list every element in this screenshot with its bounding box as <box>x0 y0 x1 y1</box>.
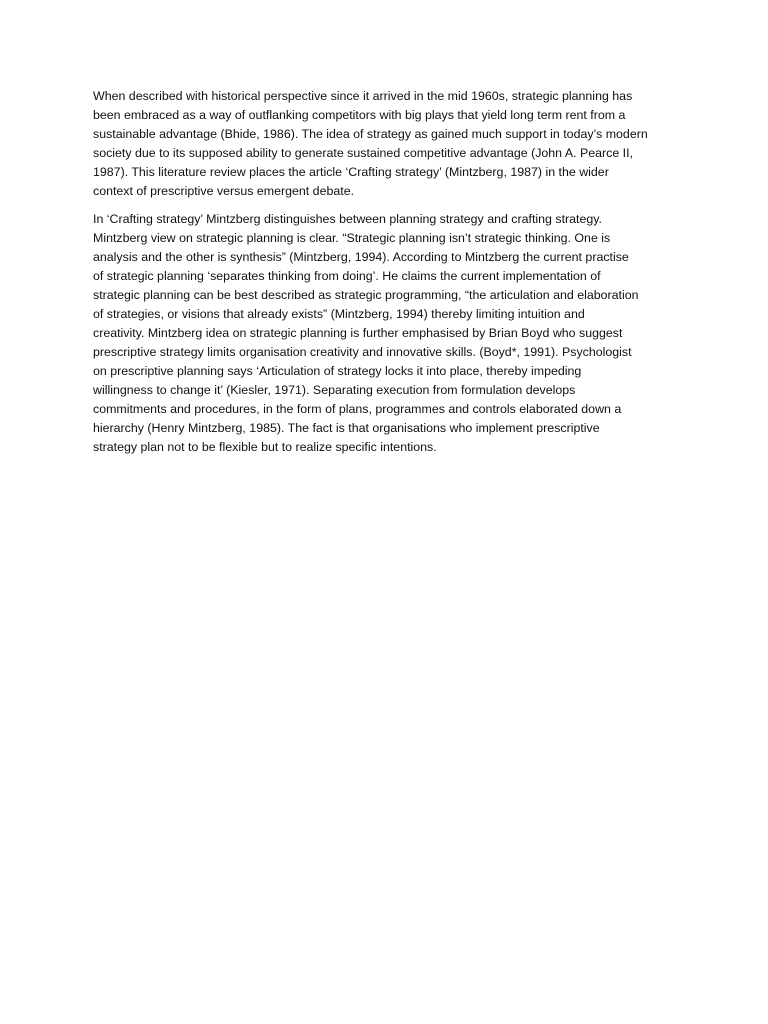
paragraph-line: commitments and procedures, in the form of plans, programmes and controls elaborated down a <box>93 402 622 416</box>
paragraph-line: context of prescriptive versus emergent debate. <box>93 184 355 198</box>
paragraph-line: society due to its supposed ability to generate sustained competitive advantage (John A. Pearce II, <box>93 146 634 160</box>
paragraph-line: analysis and the other is synthesis” (Mintzberg, 1994). According to Mintzberg the current practise <box>93 250 629 264</box>
paragraph-line: sustainable advantage (Bhide, 1986). The idea of strategy as gained much support in today’s modern <box>93 127 648 141</box>
document-body <box>93 87 683 466</box>
paragraph-line: willingness to change it’ (Kiesler, 1971). Separating execution from formulation develops <box>93 383 576 397</box>
paragraph-line: When described with historical perspective since it arrived in the mid 1960s, strategic planning has <box>93 89 633 103</box>
paragraph-line: creativity. Mintzberg idea on strategic planning is further emphasised by Brian Boyd who suggest <box>93 326 623 340</box>
paragraph-line: In ‘Crafting strategy’ Mintzberg distinguishes between planning strategy and crafting strategy. <box>93 212 602 226</box>
paragraph-1 <box>93 87 683 201</box>
paragraph-line: strategic planning can be best described as strategic programming, “the articulation and elaboration <box>93 288 639 302</box>
paragraph-line: of strategic planning ‘separates thinking from doing’. He claims the current implementation of <box>93 269 601 283</box>
paragraph-2 <box>93 210 683 457</box>
paragraph-line: of strategies, or visions that already exists” (Mintzberg, 1994) thereby limiting intuition and <box>93 307 585 321</box>
paragraph-line: hierarchy (Henry Mintzberg, 1985). The fact is that organisations who implement prescriptive <box>93 421 600 435</box>
paragraph-line: prescriptive strategy limits organisation creativity and innovative skills. (Boyd*, 1991). Psychologist <box>93 345 632 359</box>
paragraph-line: 1987). This literature review places the article ‘Crafting strategy’ (Mintzberg, 1987) in the wider <box>93 165 609 179</box>
paragraph-line: Mintzberg view on strategic planning is clear. “Strategic planning isn’t strategic thinking. One is <box>93 231 611 245</box>
paragraph-line: been embraced as a way of outflanking competitors with big plays that yield long term rent from a <box>93 108 626 122</box>
paragraph-line: on prescriptive planning says ‘Articulation of strategy locks it into place, thereby impeding <box>93 364 582 378</box>
paragraph-line: strategy plan not to be flexible but to realize specific intentions. <box>93 440 437 454</box>
